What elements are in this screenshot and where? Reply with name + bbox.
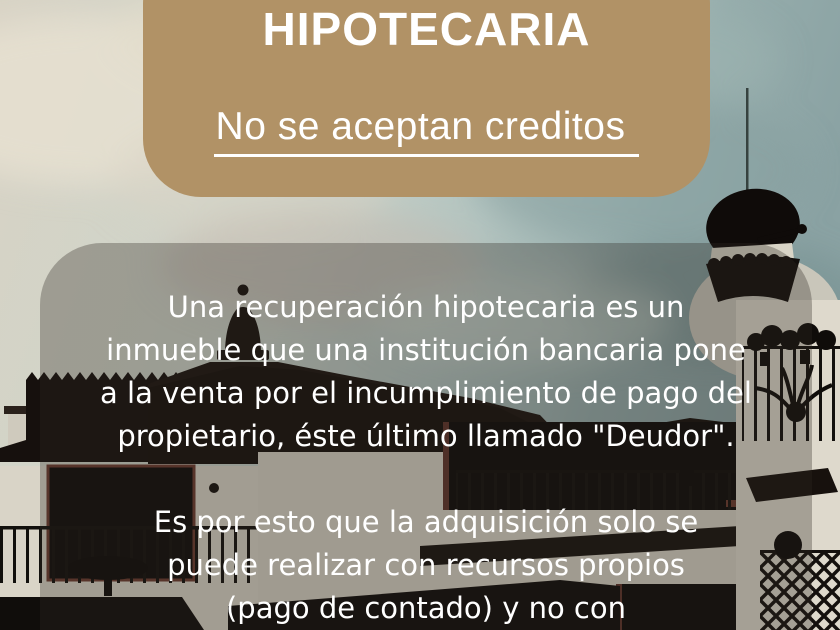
paragraph-line: puede realizar con recursos propios: [167, 548, 685, 582]
banner-title: HIPOTECARIA: [262, 3, 591, 55]
paragraph-line: inmueble que una institución bancaria pone: [106, 333, 746, 367]
info-card: [40, 243, 812, 630]
paragraph-line: (pago de contado) y no con: [225, 591, 626, 625]
paragraph-line: Es por esto que la adquisición solo se: [153, 505, 699, 539]
banner-subtitle: No se aceptan creditos: [214, 103, 640, 157]
paragraph-line: a la venta por el incumplimiento de pago del: [100, 376, 752, 410]
paragraph-payment: [40, 501, 812, 630]
paragraph-line: propietario, éste último llamado "Deudor".: [117, 419, 735, 453]
promo-banner: [143, 0, 710, 197]
paragraph-line: Una recuperación hipotecaria es un: [167, 290, 685, 324]
banner-subtitle-wrap: [143, 103, 710, 158]
paragraph-definition: [40, 286, 812, 458]
